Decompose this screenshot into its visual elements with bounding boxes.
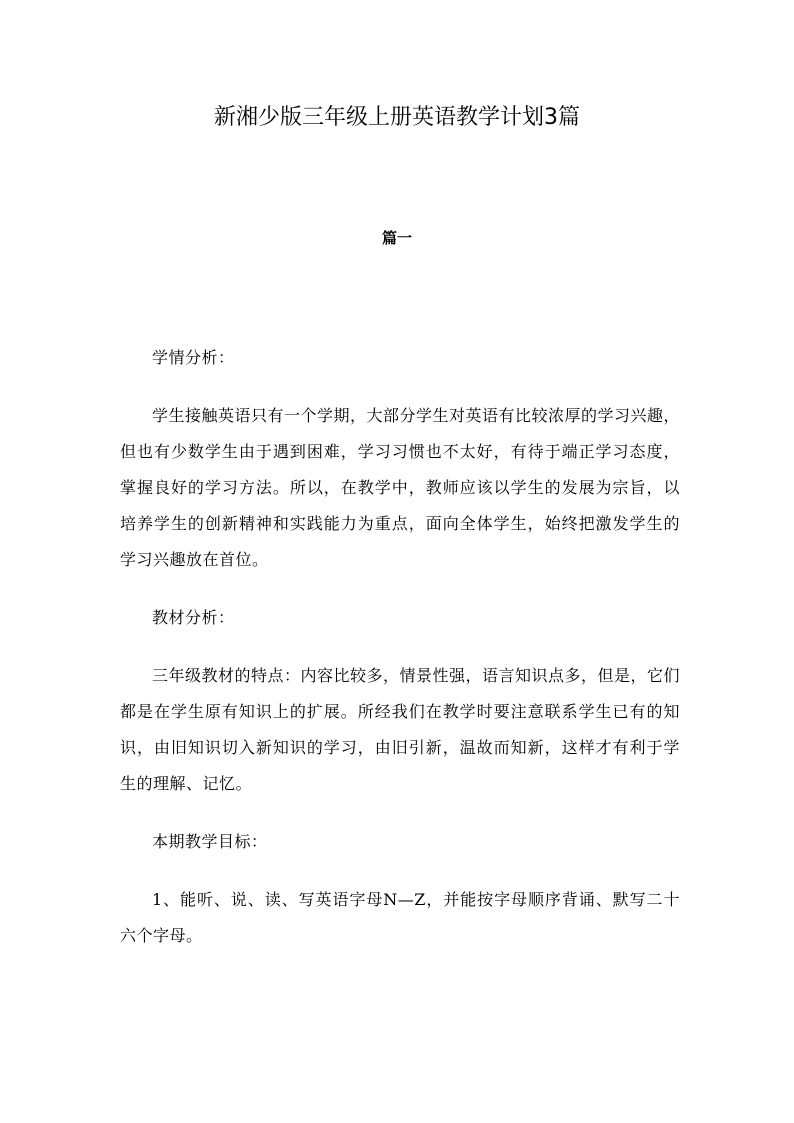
- paragraph-goal-1: 1、能听、说、读、写英语字母N—Z，并能按字母顺序背诵、默写二十六个字母。: [120, 890, 680, 945]
- paragraph-learning-analysis: 学生接触英语只有一个学期，大部分学生对英语有比较浓厚的学习兴趣，但也有少数学生由于遇到困难，学习习惯也不太好，有待于端正学习态度，掌握良好的学习方法。所以，在教学中，教师应该以学生的发展为宗旨，以培养学生的创新精神和实践能力为重点，面向全体学生，始终把激发学生的学习兴趣放在首位。: [120, 406, 681, 569]
- label-teaching-goals: 本期教学目标：: [152, 832, 268, 851]
- label-learning-analysis: 学情分析：: [152, 348, 235, 367]
- section-heading: 篇一: [381, 229, 412, 247]
- document-title: 新湘少版三年级上册英语教学计划3篇: [214, 105, 580, 130]
- document-body: [120, 340, 680, 954]
- label-textbook-analysis: 教材分析：: [152, 608, 235, 627]
- paragraph-textbook-analysis: 三年级教材的特点：内容比较多，情景性强，语言知识点多，但是，它们都是在学生原有知识上的扩展。所经我们在教学时要注意联系学生已有的知识，由旧知识切入新知识的学习，由旧引新，温故而知新，这样才有利于学生的理解、记忆。: [120, 666, 681, 793]
